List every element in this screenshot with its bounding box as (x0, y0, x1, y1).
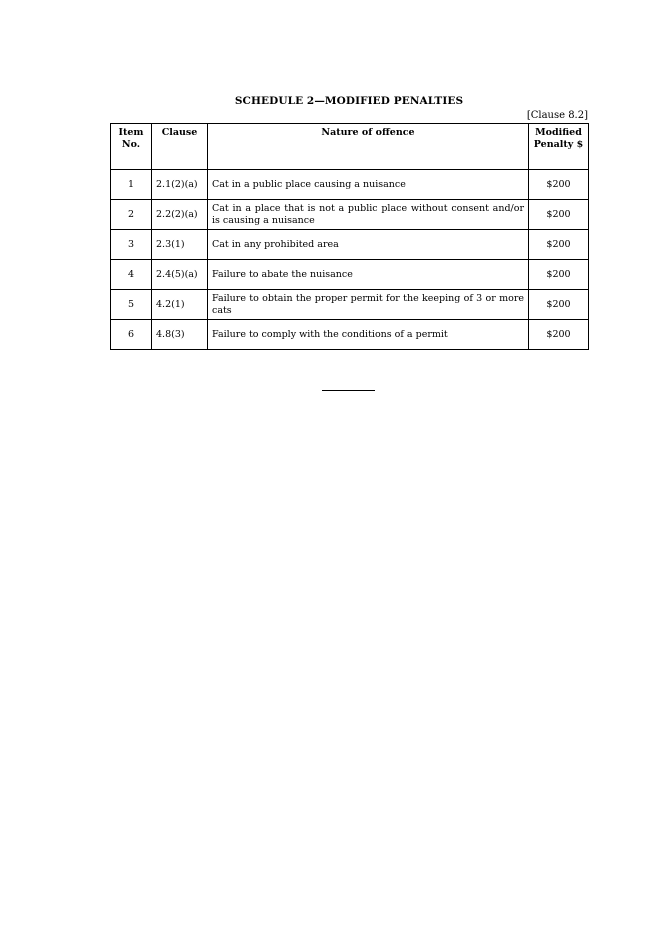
table-row (111, 170, 589, 200)
header-clause: Clause (152, 124, 208, 170)
cell-nature-of-offence: Cat in a public place causing a nuisance (208, 170, 529, 200)
cell-nature-of-offence: Failure to abate the nuisance (208, 260, 529, 290)
cell-clause: 2.4(5)(a) (152, 260, 208, 290)
cell-clause: 4.2(1) (152, 290, 208, 320)
table-header-row (111, 124, 589, 170)
cell-item-no: 2 (111, 200, 152, 230)
header-nature-of-offence: Nature of offence (208, 124, 529, 170)
header-item-no: Item No. (111, 124, 152, 170)
table-row (111, 290, 589, 320)
schedule-title: SCHEDULE 2—MODIFIED PENALTIES (234, 95, 464, 107)
cell-penalty: $200 (529, 230, 589, 260)
cell-penalty: $200 (529, 260, 589, 290)
cell-clause: 4.8(3) (152, 320, 208, 350)
cell-penalty: $200 (529, 170, 589, 200)
cell-item-no: 3 (111, 230, 152, 260)
clause-reference: [Clause 8.2] (526, 110, 588, 121)
cell-penalty: $200 (529, 200, 589, 230)
penalties-table (110, 123, 589, 350)
cell-clause: 2.2(2)(a) (152, 200, 208, 230)
table-row (111, 200, 589, 230)
cell-item-no: 6 (111, 320, 152, 350)
table-row (111, 260, 589, 290)
cell-nature-of-offence: Cat in a place that is not a public place without consent and/or is causing a nuisance (208, 200, 529, 230)
header-modified-penalty: Modified Penalty $ (529, 124, 589, 170)
cell-clause: 2.3(1) (152, 230, 208, 260)
cell-item-no: 1 (111, 170, 152, 200)
cell-item-no: 5 (111, 290, 152, 320)
table-row (111, 230, 589, 260)
cell-penalty: $200 (529, 290, 589, 320)
cell-penalty: $200 (529, 320, 589, 350)
table-row (111, 320, 589, 350)
cell-clause: 2.1(2)(a) (152, 170, 208, 200)
cell-item-no: 4 (111, 260, 152, 290)
cell-nature-of-offence: Failure to comply with the conditions of a permit (208, 320, 529, 350)
end-of-schedule-rule (322, 390, 375, 391)
cell-nature-of-offence: Failure to obtain the proper permit for the keeping of 3 or more cats (208, 290, 529, 320)
cell-nature-of-offence: Cat in any prohibited area (208, 230, 529, 260)
